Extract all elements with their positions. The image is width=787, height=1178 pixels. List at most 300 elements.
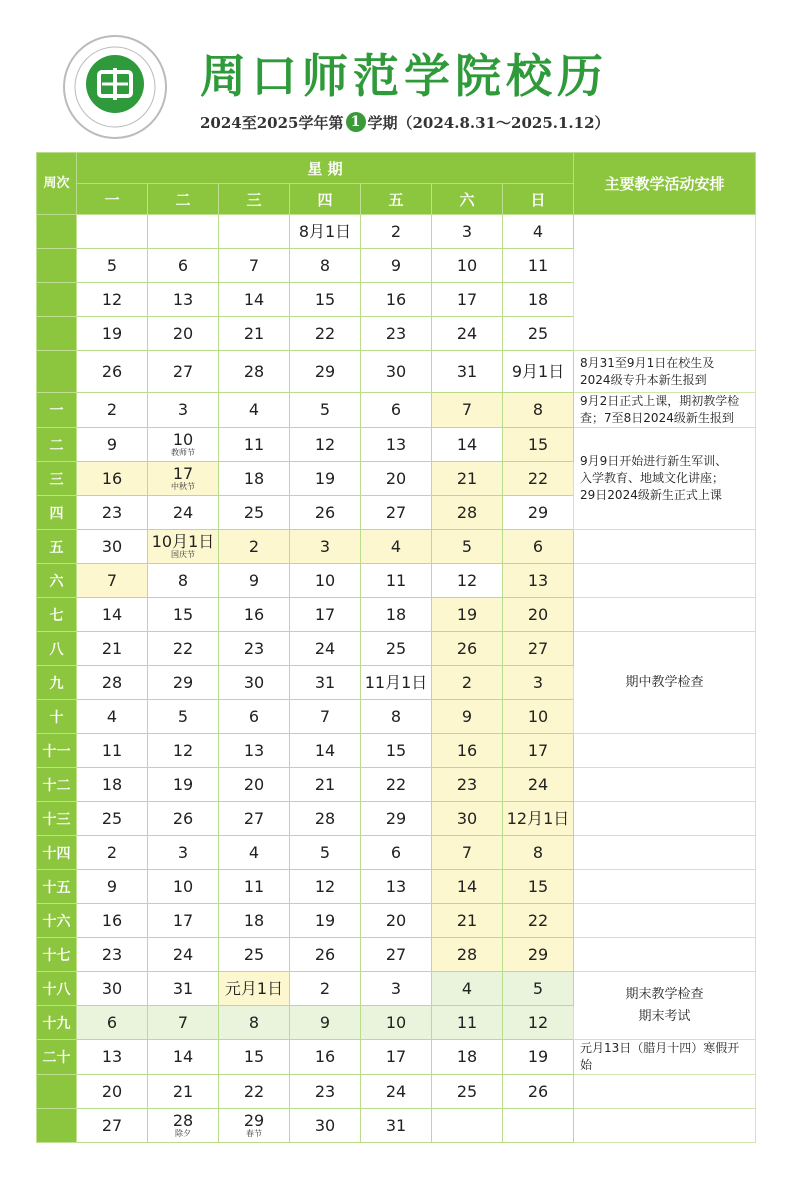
day-cell [432, 700, 503, 734]
day-cell [219, 870, 290, 904]
day-number: 16 [456, 740, 478, 760]
day-cell [503, 1040, 574, 1075]
day-number: 21 [172, 1081, 194, 1101]
day-number: 27 [385, 944, 407, 964]
day-number: 12 [314, 876, 336, 896]
activity-line: 期末考试 [638, 1008, 691, 1024]
activity-cell [574, 1075, 756, 1109]
day-cell [290, 283, 361, 317]
calendar-row [37, 972, 756, 1006]
day-number: 7 [177, 1012, 189, 1032]
day-cell [503, 836, 574, 870]
day-number: 元月1日 [224, 978, 284, 998]
day-number: 8 [532, 400, 544, 419]
day-number: 8 [319, 255, 331, 275]
day-cell [503, 428, 574, 462]
day-number: 24 [456, 323, 478, 343]
day-number: 28 [456, 944, 478, 964]
day-cell [148, 530, 219, 564]
day-cell [503, 1075, 574, 1109]
week-number: 十一 [37, 734, 77, 768]
day-cell [361, 870, 432, 904]
day-cell [361, 836, 432, 870]
day-cell [361, 530, 432, 564]
activity-cell [574, 351, 756, 393]
day-number: 24 [172, 944, 194, 964]
week-number: 十六 [37, 904, 77, 938]
day-number: 9月1日 [511, 361, 565, 381]
day-cell [432, 249, 503, 283]
day-cell [77, 666, 148, 700]
day-number: 13 [101, 1047, 123, 1066]
week-number [37, 249, 77, 283]
day-cell [361, 393, 432, 428]
day-cell [148, 666, 219, 700]
activity-line: 9月9日开始进行新生军训、 [580, 454, 728, 468]
day-cell [219, 215, 290, 249]
day-cell [77, 1109, 148, 1143]
day-cell [219, 598, 290, 632]
day-number: 4 [461, 978, 473, 998]
activity-line: 查；7至8日2024级新生报到 [580, 411, 734, 425]
day-cell [219, 734, 290, 768]
day-cell [148, 317, 219, 351]
day-cell [361, 802, 432, 836]
activity-line: 期中教学检查 [625, 674, 704, 690]
day-cell [148, 972, 219, 1006]
day-cell [77, 938, 148, 972]
day-number: 25 [101, 808, 123, 828]
day-cell [361, 1075, 432, 1109]
calendar-row [37, 734, 756, 768]
day-number: 5 [319, 842, 331, 862]
day-number: 10 [172, 876, 194, 896]
day-number: 23 [456, 774, 478, 794]
day-cell [432, 938, 503, 972]
day-cell [432, 768, 503, 802]
day-number: 5 [532, 978, 544, 998]
day-number: 5 [177, 706, 189, 726]
day-cell [148, 598, 219, 632]
day-number: 9 [248, 570, 260, 590]
week-number [37, 1109, 77, 1143]
day-number: 31 [172, 978, 194, 998]
day-cell [361, 1006, 432, 1040]
day-number: 29 [527, 944, 549, 964]
calendar-row [37, 802, 756, 836]
activity-cell [574, 972, 756, 1040]
day-number: 12 [456, 570, 478, 590]
day-cell [77, 393, 148, 428]
day-cell [361, 904, 432, 938]
day-cell [219, 462, 290, 496]
day-number: 27 [243, 808, 265, 828]
day-number: 10 [527, 706, 549, 726]
day-cell [219, 632, 290, 666]
day-number: 8 [248, 1012, 260, 1032]
day-cell [503, 870, 574, 904]
week-number: 三 [37, 462, 77, 496]
day-number: 26 [527, 1081, 549, 1101]
calendar-row [37, 1040, 756, 1075]
day-cell [432, 734, 503, 768]
day-number: 29 [385, 808, 407, 828]
day-cell [432, 317, 503, 351]
calendar-row [37, 393, 756, 428]
day-number: 3 [177, 842, 189, 862]
activity-cell [574, 530, 756, 564]
day-cell [290, 768, 361, 802]
day-number: 12 [101, 289, 123, 309]
calendar-row [37, 836, 756, 870]
activity-line: 29日2024级新生正式上课 [580, 488, 722, 502]
day-number: 28 [243, 361, 265, 381]
day-cell [148, 496, 219, 530]
activity-line: 8月31至9月1日在校生及 [580, 355, 715, 370]
day-number: 2 [461, 672, 473, 692]
day-cell [148, 428, 219, 462]
day-cell [290, 530, 361, 564]
day-cell [361, 249, 432, 283]
day-cell [77, 564, 148, 598]
day-number: 11 [243, 434, 265, 454]
day-cell [432, 904, 503, 938]
calendar-row [37, 1109, 756, 1143]
day-number: 7 [461, 842, 473, 862]
day-number: 6 [177, 255, 189, 275]
day-number: 9 [319, 1012, 331, 1032]
day-cell [361, 972, 432, 1006]
day-cell [290, 317, 361, 351]
day-number: 18 [456, 1047, 478, 1066]
day-cell [503, 530, 574, 564]
day-number: 15 [527, 876, 549, 896]
day-cell [432, 351, 503, 393]
day-cell [148, 462, 219, 496]
day-number: 3 [532, 672, 544, 692]
day-number: 6 [390, 842, 402, 862]
day-cell [432, 598, 503, 632]
day-cell [77, 317, 148, 351]
activity-cell [574, 1040, 756, 1075]
day-cell [361, 1109, 432, 1143]
week-number: 五 [37, 530, 77, 564]
weekday-header: 四 [290, 184, 361, 215]
day-number: 18 [527, 289, 549, 309]
activity-cell [574, 768, 756, 802]
day-cell [148, 836, 219, 870]
day-number: 2 [106, 842, 118, 862]
day-cell [77, 598, 148, 632]
day-cell [503, 598, 574, 632]
day-cell [361, 351, 432, 393]
day-cell [219, 283, 290, 317]
day-number: 29 [527, 502, 549, 522]
day-number: 16 [385, 289, 407, 309]
day-cell [77, 1075, 148, 1109]
activity-cell [574, 802, 756, 836]
day-cell [148, 283, 219, 317]
day-cell [290, 393, 361, 428]
calendar-table [36, 152, 756, 1143]
day-cell [77, 904, 148, 938]
day-number: 21 [314, 774, 336, 794]
day-number: 27 [101, 1115, 123, 1135]
day-number: 22 [243, 1081, 265, 1101]
day-number: 17 [456, 289, 478, 309]
subtitle-range: 学期（2024.8.31～2025.1.12） [367, 114, 610, 132]
calendar-row [37, 632, 756, 666]
day-cell [290, 632, 361, 666]
day-number: 19 [101, 323, 123, 343]
university-logo [62, 34, 168, 140]
activity-cell [574, 215, 756, 351]
day-number: 17 [172, 910, 194, 930]
day-cell [219, 564, 290, 598]
day-number: 26 [314, 944, 336, 964]
day-number: 24 [314, 638, 336, 658]
day-number: 22 [172, 638, 194, 658]
day-cell [290, 496, 361, 530]
day-number: 28 [314, 808, 336, 828]
subtitle-year: 2024至2025学年第 [200, 114, 344, 132]
day-cell [432, 530, 503, 564]
day-cell [503, 564, 574, 598]
day-cell [503, 802, 574, 836]
calendar-row [37, 351, 756, 393]
activity-line: 2024级专升本新生报到 [580, 372, 707, 387]
day-number: 31 [385, 1115, 407, 1135]
day-number: 21 [456, 468, 478, 488]
day-cell [77, 428, 148, 462]
day-cell [219, 666, 290, 700]
day-number: 5 [461, 536, 473, 556]
week-number [37, 283, 77, 317]
weekday-group-header: 星 期 [77, 153, 574, 184]
day-number: 2 [390, 221, 402, 241]
day-number: 20 [385, 910, 407, 930]
activity-line: 元月13日（腊月十四）寒假开始 [580, 1041, 740, 1072]
calendar-row [37, 938, 756, 972]
day-number: 13 [172, 289, 194, 309]
day-cell [77, 351, 148, 393]
day-cell [361, 1040, 432, 1075]
week-number: 十 [37, 700, 77, 734]
day-cell [148, 938, 219, 972]
weekday-header: 一 [77, 184, 148, 215]
activity-cell [574, 632, 756, 734]
day-number: 14 [456, 434, 478, 454]
day-number: 25 [527, 323, 549, 343]
day-number: 2 [248, 536, 260, 556]
day-number: 11 [456, 1012, 478, 1032]
day-cell [361, 666, 432, 700]
day-cell [148, 1006, 219, 1040]
day-number: 7 [319, 706, 331, 726]
day-cell [290, 700, 361, 734]
day-number: 6 [106, 1012, 118, 1032]
day-cell [503, 632, 574, 666]
day-cell [148, 1109, 219, 1143]
week-number: 七 [37, 598, 77, 632]
day-cell [503, 215, 574, 249]
holiday-label: 中秋节 [171, 482, 195, 491]
day-number: 19 [527, 1047, 549, 1066]
day-cell [148, 393, 219, 428]
day-cell [432, 802, 503, 836]
day-cell [361, 700, 432, 734]
day-cell [503, 1109, 574, 1143]
day-cell [361, 462, 432, 496]
day-number: 23 [385, 323, 407, 343]
day-number: 20 [243, 774, 265, 794]
day-cell [503, 351, 574, 393]
day-cell [432, 215, 503, 249]
day-number: 30 [314, 1115, 336, 1135]
weekday-header: 二 [148, 184, 219, 215]
day-number: 11月1日 [364, 672, 428, 692]
day-cell [503, 700, 574, 734]
day-cell [290, 351, 361, 393]
week-number: 十四 [37, 836, 77, 870]
day-number: 24 [527, 774, 549, 794]
activity-line: 期末教学检查 [625, 986, 704, 1002]
day-cell [77, 1006, 148, 1040]
day-cell [290, 972, 361, 1006]
day-cell [503, 317, 574, 351]
week-column-header: 周次 [37, 153, 77, 215]
week-number: 十七 [37, 938, 77, 972]
day-number: 10 [385, 1012, 407, 1032]
day-number: 17 [314, 604, 336, 624]
day-number: 26 [314, 502, 336, 522]
day-number: 6 [390, 400, 402, 419]
day-number: 21 [456, 910, 478, 930]
day-number: 6 [248, 706, 260, 726]
activity-cell [574, 393, 756, 428]
day-cell [361, 564, 432, 598]
day-number: 12 [314, 434, 336, 454]
day-cell [290, 938, 361, 972]
day-cell [77, 836, 148, 870]
week-number: 四 [37, 496, 77, 530]
day-cell [219, 428, 290, 462]
day-number: 29 [314, 361, 336, 381]
activity-cell [574, 836, 756, 870]
week-number: 一 [37, 393, 77, 428]
day-cell [361, 598, 432, 632]
day-number: 29 [243, 1111, 265, 1130]
day-cell [219, 1109, 290, 1143]
day-number: 2 [106, 400, 118, 419]
day-number: 14 [456, 876, 478, 896]
day-number: 27 [385, 502, 407, 522]
week-number [37, 351, 77, 393]
day-number: 4 [106, 706, 118, 726]
day-number: 26 [172, 808, 194, 828]
day-cell [219, 496, 290, 530]
day-cell [148, 1040, 219, 1075]
day-number: 18 [243, 910, 265, 930]
calendar-row [37, 530, 756, 564]
day-cell [432, 836, 503, 870]
day-number: 29 [172, 672, 194, 692]
day-number: 14 [243, 289, 265, 309]
day-number: 16 [314, 1047, 336, 1066]
holiday-label: 春节 [246, 1129, 262, 1138]
day-cell [503, 496, 574, 530]
day-cell [361, 768, 432, 802]
day-cell [432, 462, 503, 496]
day-cell [219, 768, 290, 802]
weekday-header: 五 [361, 184, 432, 215]
day-cell [77, 972, 148, 1006]
day-cell [77, 632, 148, 666]
day-number: 15 [314, 289, 336, 309]
day-cell [219, 938, 290, 972]
week-number: 十二 [37, 768, 77, 802]
day-number: 19 [172, 774, 194, 794]
day-cell [361, 734, 432, 768]
day-cell [77, 734, 148, 768]
day-cell [148, 564, 219, 598]
day-cell [290, 249, 361, 283]
day-cell [361, 496, 432, 530]
day-number: 23 [101, 502, 123, 522]
day-cell [219, 904, 290, 938]
activity-cell [574, 1109, 756, 1143]
day-cell [77, 530, 148, 564]
day-cell [148, 700, 219, 734]
day-number: 23 [101, 944, 123, 964]
day-cell [219, 802, 290, 836]
day-number: 24 [385, 1081, 407, 1101]
day-cell [290, 1040, 361, 1075]
day-number: 12 [172, 740, 194, 760]
day-number: 10 [456, 255, 478, 275]
day-number: 27 [527, 638, 549, 658]
day-cell [290, 1075, 361, 1109]
day-cell [290, 428, 361, 462]
day-cell [361, 428, 432, 462]
day-number: 3 [390, 978, 402, 998]
day-cell [361, 317, 432, 351]
day-cell [361, 215, 432, 249]
day-number: 17 [172, 464, 194, 483]
day-number: 27 [172, 361, 194, 381]
day-number: 19 [456, 604, 478, 624]
day-cell [77, 249, 148, 283]
day-cell [77, 496, 148, 530]
day-number: 19 [314, 468, 336, 488]
week-number [37, 1075, 77, 1109]
day-cell [432, 870, 503, 904]
day-number: 5 [319, 400, 331, 419]
day-number: 22 [314, 323, 336, 343]
day-cell [77, 870, 148, 904]
day-number: 4 [390, 536, 402, 556]
holiday-label: 教师节 [171, 448, 195, 457]
day-cell [503, 283, 574, 317]
day-number: 25 [243, 944, 265, 964]
day-number: 17 [527, 740, 549, 760]
day-number: 16 [101, 910, 123, 930]
day-cell [290, 870, 361, 904]
day-number: 15 [172, 604, 194, 624]
day-number: 13 [385, 434, 407, 454]
day-cell [503, 768, 574, 802]
day-cell [290, 1109, 361, 1143]
